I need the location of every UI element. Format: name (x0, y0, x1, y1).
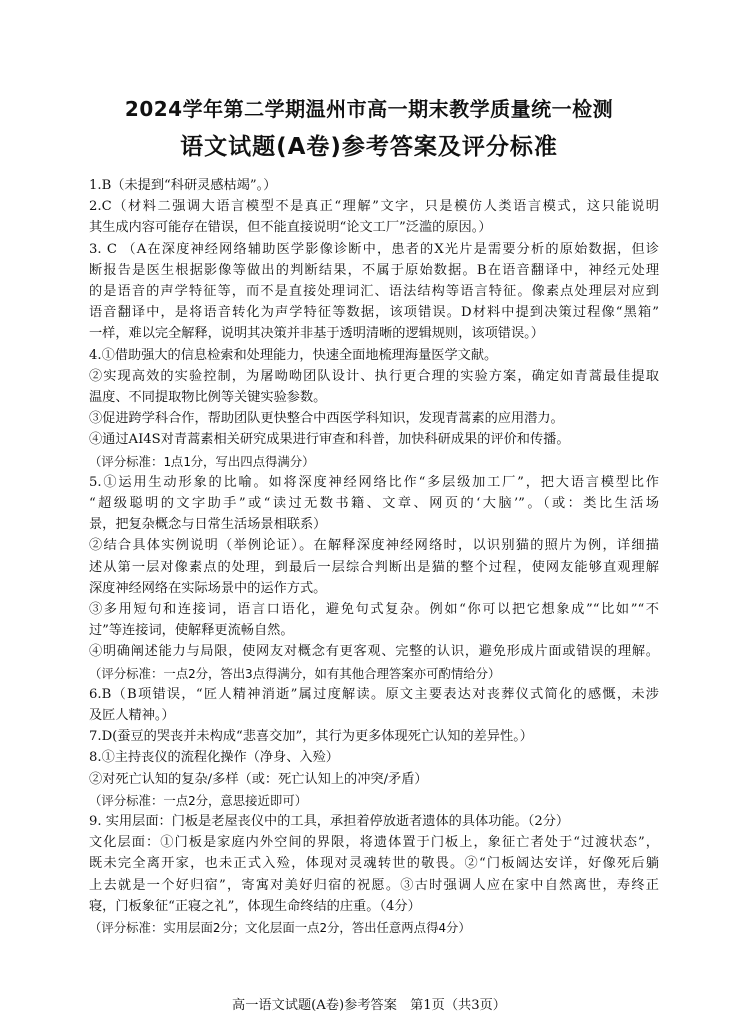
answer-line: 既未完全离开家，也未正式入殓，体现对灵魂转世的敬畏。②“门板阔达安详，好像死后躺 (89, 856, 659, 872)
answer-line: ②对死亡认知的复杂/多样（或：死亡认知上的冲突/矛盾） (89, 771, 428, 787)
answer-line: ④通过AI4S对青蒿素相关研究成果进行审查和科普，加快科研成果的评价和传播。 (89, 432, 570, 448)
answer-line: ②结合具体实例说明（举例论证）。在解释深度神经网络时，以识别猫的照片为例，详细描 (89, 538, 659, 554)
answer-line: 8.①主持丧仪的流程化操作（净身、入殓） (89, 750, 339, 766)
answer-line: 温度、不同提取物比例等关键实验参数。 (89, 390, 327, 405)
answer-line: 5.①运用生动形象的比喻。如将深度神经网络比作“多层级加工厂”，把大语言模型比作 (89, 474, 659, 490)
answer-line: 1.B（未提到“科研灵感枯竭”。） (89, 178, 277, 193)
answer-line: 6.B（B项错误，“匠人精神消逝”属过度解读。原文主要表达对丧葬仪式简化的感慨，未涉 (89, 686, 659, 702)
answer-line: 2.C（材料二强调大语言模型不是真正“理解”文字，只是模仿人类语言模式，这只能说明 (89, 199, 659, 215)
scoring-note: （评分标准：实用层面2分；文化层面一点2分，答出任意两点得4分） (89, 920, 471, 935)
answer-line: 7.D(蚕豆的哭丧并未构成“悲喜交加”，其行为更多体现死亡认知的差异性。） (89, 729, 533, 745)
answer-line: “超级聪明的文字助手”或“读过无数书籍、文章、网页的‘大脑’”。（或：类比生活场 (89, 496, 659, 511)
scoring-note: （评分标准：一点2分，答出3点得满分，如有其他合理答案亦可酌情给分） (89, 665, 501, 681)
answer-line: 断报告是医生根据影像等做出的判断结果，不属于原始数据。B在语音翻译中，神经元处理 (89, 262, 659, 278)
answer-line: 语音翻译中，是将语音转化为声学特征等数据，该项错误。D材料中提到决策过程像“黑箱” (89, 305, 659, 321)
answer-line: ③多用短句和连接词，语言口语化，避免句式复杂。例如“你可以把它想象成”“比如”“不 (89, 602, 659, 617)
answer-line: 的是语音的声学特征等，而不是直接处理词汇、语法结构等语言特征。像素点处理层对应到 (89, 284, 659, 299)
answer-line: 一样，难以完全解释，说明其决策并非基于透明清晰的逻辑规则，该项错误。） (89, 326, 544, 342)
page-footer: 高一语文试题(A卷)参考答案 第1页（共3页） (232, 998, 506, 1013)
answer-line: 深度神经网络在实际场景中的运作方式。 (89, 580, 327, 596)
answer-line: 3. C （A在深度神经网络辅助医学影像诊断中，患者的X光片是需要分析的原始数据，但诊 (89, 241, 659, 257)
answer-line: 过”等连接词，使解释更流畅自然。 (89, 623, 294, 639)
answer-line: 景，把复杂概念与日常生活场景相联系） (89, 517, 327, 533)
scoring-note: （评分标准：一点2分，意思接近即可） (89, 792, 308, 808)
title-line-2: 语文试题(A卷)参考答案及评分标准 (180, 134, 558, 160)
answer-line: ②实现高效的实验控制，为屠呦呦团队设计、执行更合理的实验方案，确定如青蒿最佳提取 (89, 368, 659, 384)
answer-line: 述从第一层对像素点的处理，到最后一层综合判断出是猫的整个过程，使网友能够直观理解 (89, 559, 659, 575)
answer-line: 其生成内容可能存在错误，但不能直接说明“论文工厂”泛滥的原因。） (89, 220, 492, 236)
answer-line: 上去就是一个好归宿”，寄寓对美好归宿的祝愿。③古时强调人应在家中自然离世，寿终正 (89, 877, 659, 893)
answer-line: 9. 实用层面：门板是老屋丧仪中的工具，承担着停放逝者遗体的具体功能。（2分） (89, 814, 570, 829)
answer-line: 及匠人精神。） (89, 708, 175, 723)
answer-line: ④明确阐述能力与局限，使网友对概念有更客观、完整的认识，避免形成片面或错误的理解。 (89, 644, 659, 660)
answer-line: 4.①借助强大的信息检索和处理能力，快速全面地梳理海量医学文献。 (89, 347, 498, 363)
answer-line: 文化层面：①门板是家庭内外空间的界限，将遗体置于门板上，象征亡者处于“过渡状态”， (89, 835, 659, 851)
answer-line: 寝，门板象征“正寝之礼”，体现生命终结的庄重。（4分） (89, 898, 421, 914)
answer-line: ③促进跨学科合作，帮助团队更快整合中西医学科知识，发现青蒿素的应用潜力。 (89, 411, 564, 427)
title-line-1: 2024学年第二学期温州市高一期末教学质量统一检测 (124, 97, 614, 121)
scoring-note: （评分标准：1点1分，写出四点得满分） (89, 453, 315, 469)
